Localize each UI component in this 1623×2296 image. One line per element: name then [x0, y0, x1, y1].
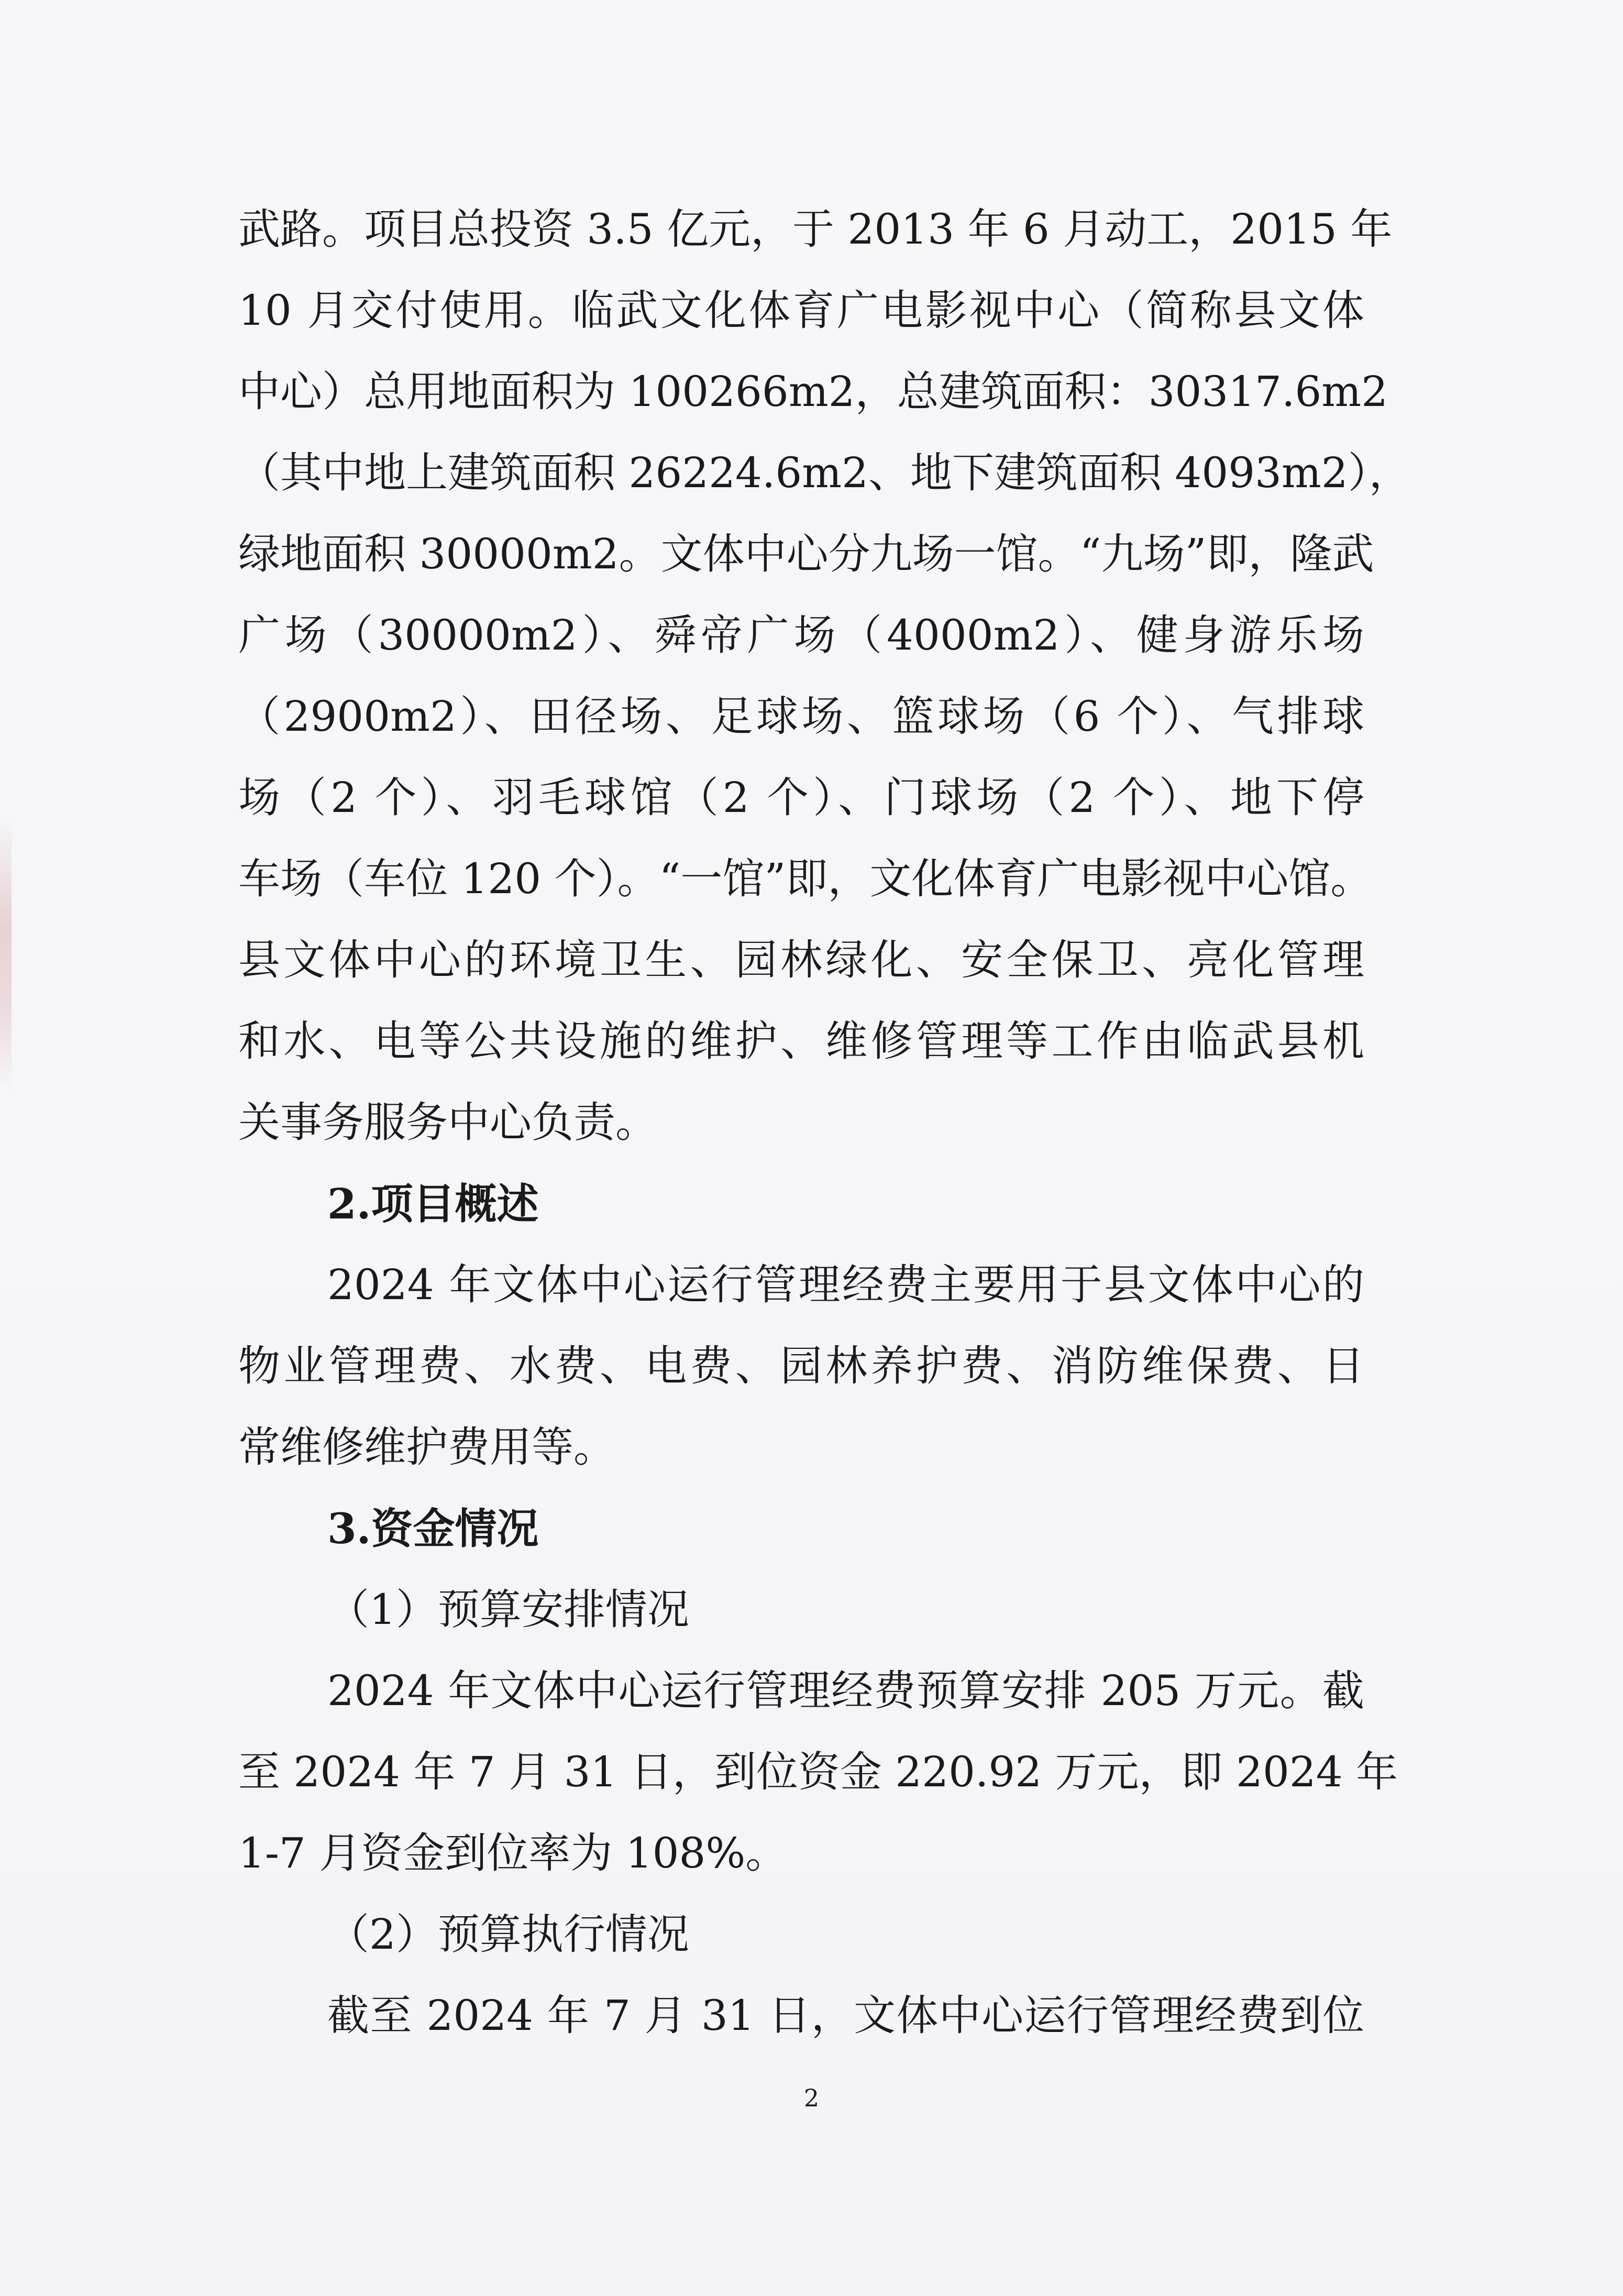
subheading-budget-arrangement: （1）预算安排情况 — [327, 1585, 689, 1634]
body-line-last: 常维修维护费用等。 — [238, 1423, 615, 1471]
body-line: 绿地面积 30000m2。文体中心分九场一馆。“九场”即，隆武 — [238, 530, 1374, 578]
body-line: （其中地上建筑面积 26224.6m2、地下建筑面积 4093m2）， — [238, 448, 1411, 497]
body-line: 至 2024 年 7 月 31 日，到位资金 220.92 万元，即 2024 年 — [238, 1748, 1398, 1796]
scan-edge-stamp-mark — [0, 817, 12, 1090]
body-line: 10 月交付使用。临武文化体育广电影视中心（简称县文体 — [238, 286, 1364, 335]
body-line: 和水、电等公共设施的维护、维修管理等工作由临武县机 — [238, 1017, 1364, 1065]
body-line: 场（2 个）、羽毛球馆（2 个）、门球场（2 个）、地下停 — [238, 773, 1364, 822]
execution-line-first: 截至 2024 年 7 月 31 日，文体中心运行管理经费到位 — [327, 1991, 1364, 2040]
body-line-last: 关事务服务中心负责。 — [238, 1098, 657, 1147]
page-number: 2 — [803, 2084, 820, 2112]
body-line: 中心）总用地面积为 100266m2，总建筑面积：30317.6m2 — [238, 367, 1388, 416]
overview-line-first: 2024 年文体中心运行管理经费主要用于县文体中心的 — [327, 1260, 1364, 1309]
subheading-budget-execution: （2）预算执行情况 — [327, 1910, 689, 1959]
budget-line-first: 2024 年文体中心运行管理经费预算安排 205 万元。截 — [327, 1666, 1364, 1715]
section-heading-funds: 3.资金情况 — [327, 1504, 539, 1553]
body-line: 武路。项目总投资 3.5 亿元，于 2013 年 6 月动工，2015 年 — [238, 205, 1393, 254]
body-line: 县文体中心的环境卫生、园林绿化、安全保卫、亮化管理 — [238, 936, 1364, 984]
section-heading-overview: 2.项目概述 — [327, 1179, 539, 1228]
body-line: （2900m2）、田径场、足球场、篮球场（6 个）、气排球 — [238, 692, 1364, 741]
body-line: 物业管理费、水费、电费、园林养护费、消防维保费、日 — [238, 1342, 1364, 1390]
body-line: 车场（车位 120 个）。“一馆”即，文化体育广电影视中心馆。 — [238, 854, 1373, 903]
body-line: 广场（30000m2）、舜帝广场（4000m2）、健身游乐场 — [238, 611, 1364, 660]
body-line-last: 1-7 月资金到位率为 108%。 — [238, 1829, 788, 1877]
